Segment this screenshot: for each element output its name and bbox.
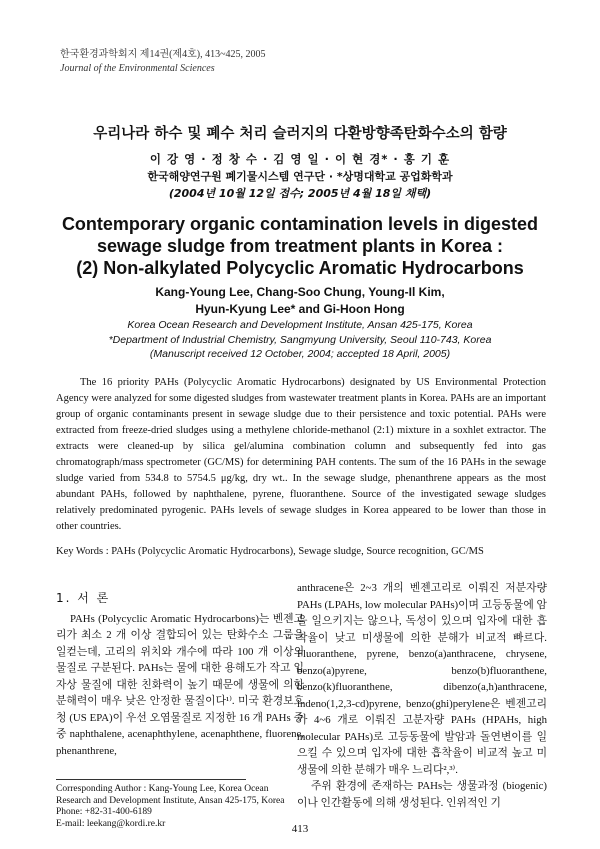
left-column [56, 590, 304, 759]
body-paragraph: PAHs (Polycyclic Aromatic Hydrocarbons)는 벤젠고리가 최소 2 개 이상 결합되어 있는 탄화수소 그룹을 일컫는데, 고리의 위치와 개수에 따라 100 개 이상의 물질로 구분된다. PAHs는 물에 대한 용해도가 작고 입자상 물질에 대한 친화력이 높기 때문에 생물에 의한 분해력이 매우 낮은 안정한 물질이다¹⁾. 미국 환경보호청 (US EPA)이 우선 오염물질로 지정한 16 개 PAHs 중 중 naphthalene, acenaphthylene, acenaphthene, fluorene, phenanthrene, [56, 612, 304, 757]
authors-ko: 이 강 영 · 정 창 수 · 김 영 일 · 이 현 경* · 홍 기 훈 [149, 152, 451, 166]
authors-en-line: Kang-Young Lee, Chang-Soo Chung, Young-Il Kim, [155, 285, 445, 299]
journal-citation-ko: 한국환경과학회지 제14권(제4호), 413~425, 2005 [60, 49, 266, 60]
affiliation-en-line: *Department of Industrial Chemistry, Sangmyung University, Seoul 110-743, Korea [108, 333, 492, 346]
journal-header [60, 48, 266, 76]
affiliation-en-line: Korea Ocean Research and Development Institute, Ansan 425-175, Korea [127, 319, 473, 331]
footnote-line: Research and Development Institute, Ansan 425-175, Korea [56, 795, 285, 806]
authors-en [0, 284, 600, 318]
abstract: The 16 priority PAHs (Polycyclic Aromatic Hydrocarbons) designated by US Environmental Protection Agency were analyzed for some digested sludges from wastewater treatment plants in Korea. PAHs are an important group of organic contaminants present in sewage sludge due to their persistence and toxic potential. PAHs were extracted from freeze-dried sludges using a methylene chloride-methanol (2:1) mixture in a soxhlet extractor. The extracts were cleaned-up by silica gel/alumina combination column and subsequently fed into gas chromatograph/mass spectrometer (GC/MS) for determining PAH contents. The sum of the 16 PAHs in the sewage sludge varied from 534.8 to 5754.5 μg/kg, dry wt.. In the sewage sludge, phenanthrene appears as the most abundant PAHs, followed by naphthalene, pyrene, fluoranthene. Source of the investigated sewage sludges relatively predominated pyrogenic. PAHs levels of sewage sludges in Korea appeared to be lower than those in other countries. [56, 377, 546, 532]
section-heading-introduction: 1. 서 론 [56, 591, 111, 605]
body-paragraph: 주위 환경에 존재하는 PAHs는 생물과정 (biogenic)이나 인간활동에 의해 생성된다. 인위적인 기 [297, 780, 547, 809]
footnote-email: E-mail: leekang@kordi.re.kr [56, 818, 166, 829]
affiliation-en [0, 318, 600, 362]
page-number: 413 [291, 823, 309, 835]
right-column [297, 580, 547, 811]
title-en-line: (2) Non-alkylated Polycyclic Aromatic Hydrocarbons [76, 258, 524, 278]
keywords: Key Words : PAHs (Polycyclic Aromatic Hydrocarbons), Sewage sludge, Source recognition, GC/MS [56, 546, 484, 557]
footnote-line: Phone: +82-31-400-6189 [56, 807, 152, 817]
title-en-line: Contemporary organic contamination levels in digested [61, 214, 539, 234]
body-paragraph: anthracene은 2~3 개의 벤젠고리로 이뤄진 저분자량 PAHs (LPAHs, low molecular PAHs)이며 고등동물에 암을 일으키지는 않으나, 독성이 있으며 입자에 대한 흡착율이 낮고 미생물에 의한 분해가 비교적 빠르다. Fluoranthene, pyrene, benzo(a)anthracene, chrysene, benzo(a)pyrene, benzo(b)fluoranthene, benzo(k)fluoranthene, dibenzo(a,h)anthracene, indeno(1,2,3-cd)pyrene, benzo(ghi)perylene은 벤젠고리가 4~6 개로 이뤄진 고분자량 PAHs (HPAHs, high molecular PAHs)로 고등동물에 발암과 돌연변이를 일으킬 수 있으며 입자에 대한 흡착율이 비교적 높고 미생물에 의한 분해가 매우 느리다²,³⁾. [297, 582, 547, 776]
journal-name-en: Journal of the Environmental Sciences [60, 63, 215, 74]
received-date-ko: (2004년 10월 12일 접수; 2005년 4월 18일 채택) [168, 187, 432, 200]
footnote-line: Corresponding Author : Kang-Young Lee, Korea Ocean [56, 784, 269, 794]
paper-title-en [0, 213, 600, 279]
authors-en-line: Hyun-Kyung Lee* and Gi-Hoon Hong [195, 302, 405, 316]
paper-title-ko: 우리나라 하수 및 폐수 처리 슬러지의 다환방향족탄화수소의 함량 [93, 126, 507, 142]
manuscript-dates: (Manuscript received 12 October, 2004; accepted 18 April, 2005) [149, 348, 451, 360]
affiliation-ko: 한국해양연구원 폐기물시스템 연구단 · *상명대학교 공업화학과 [147, 170, 453, 183]
title-en-line: sewage sludge from treatment plants in Korea : [96, 236, 504, 256]
footnote-divider [56, 779, 246, 780]
